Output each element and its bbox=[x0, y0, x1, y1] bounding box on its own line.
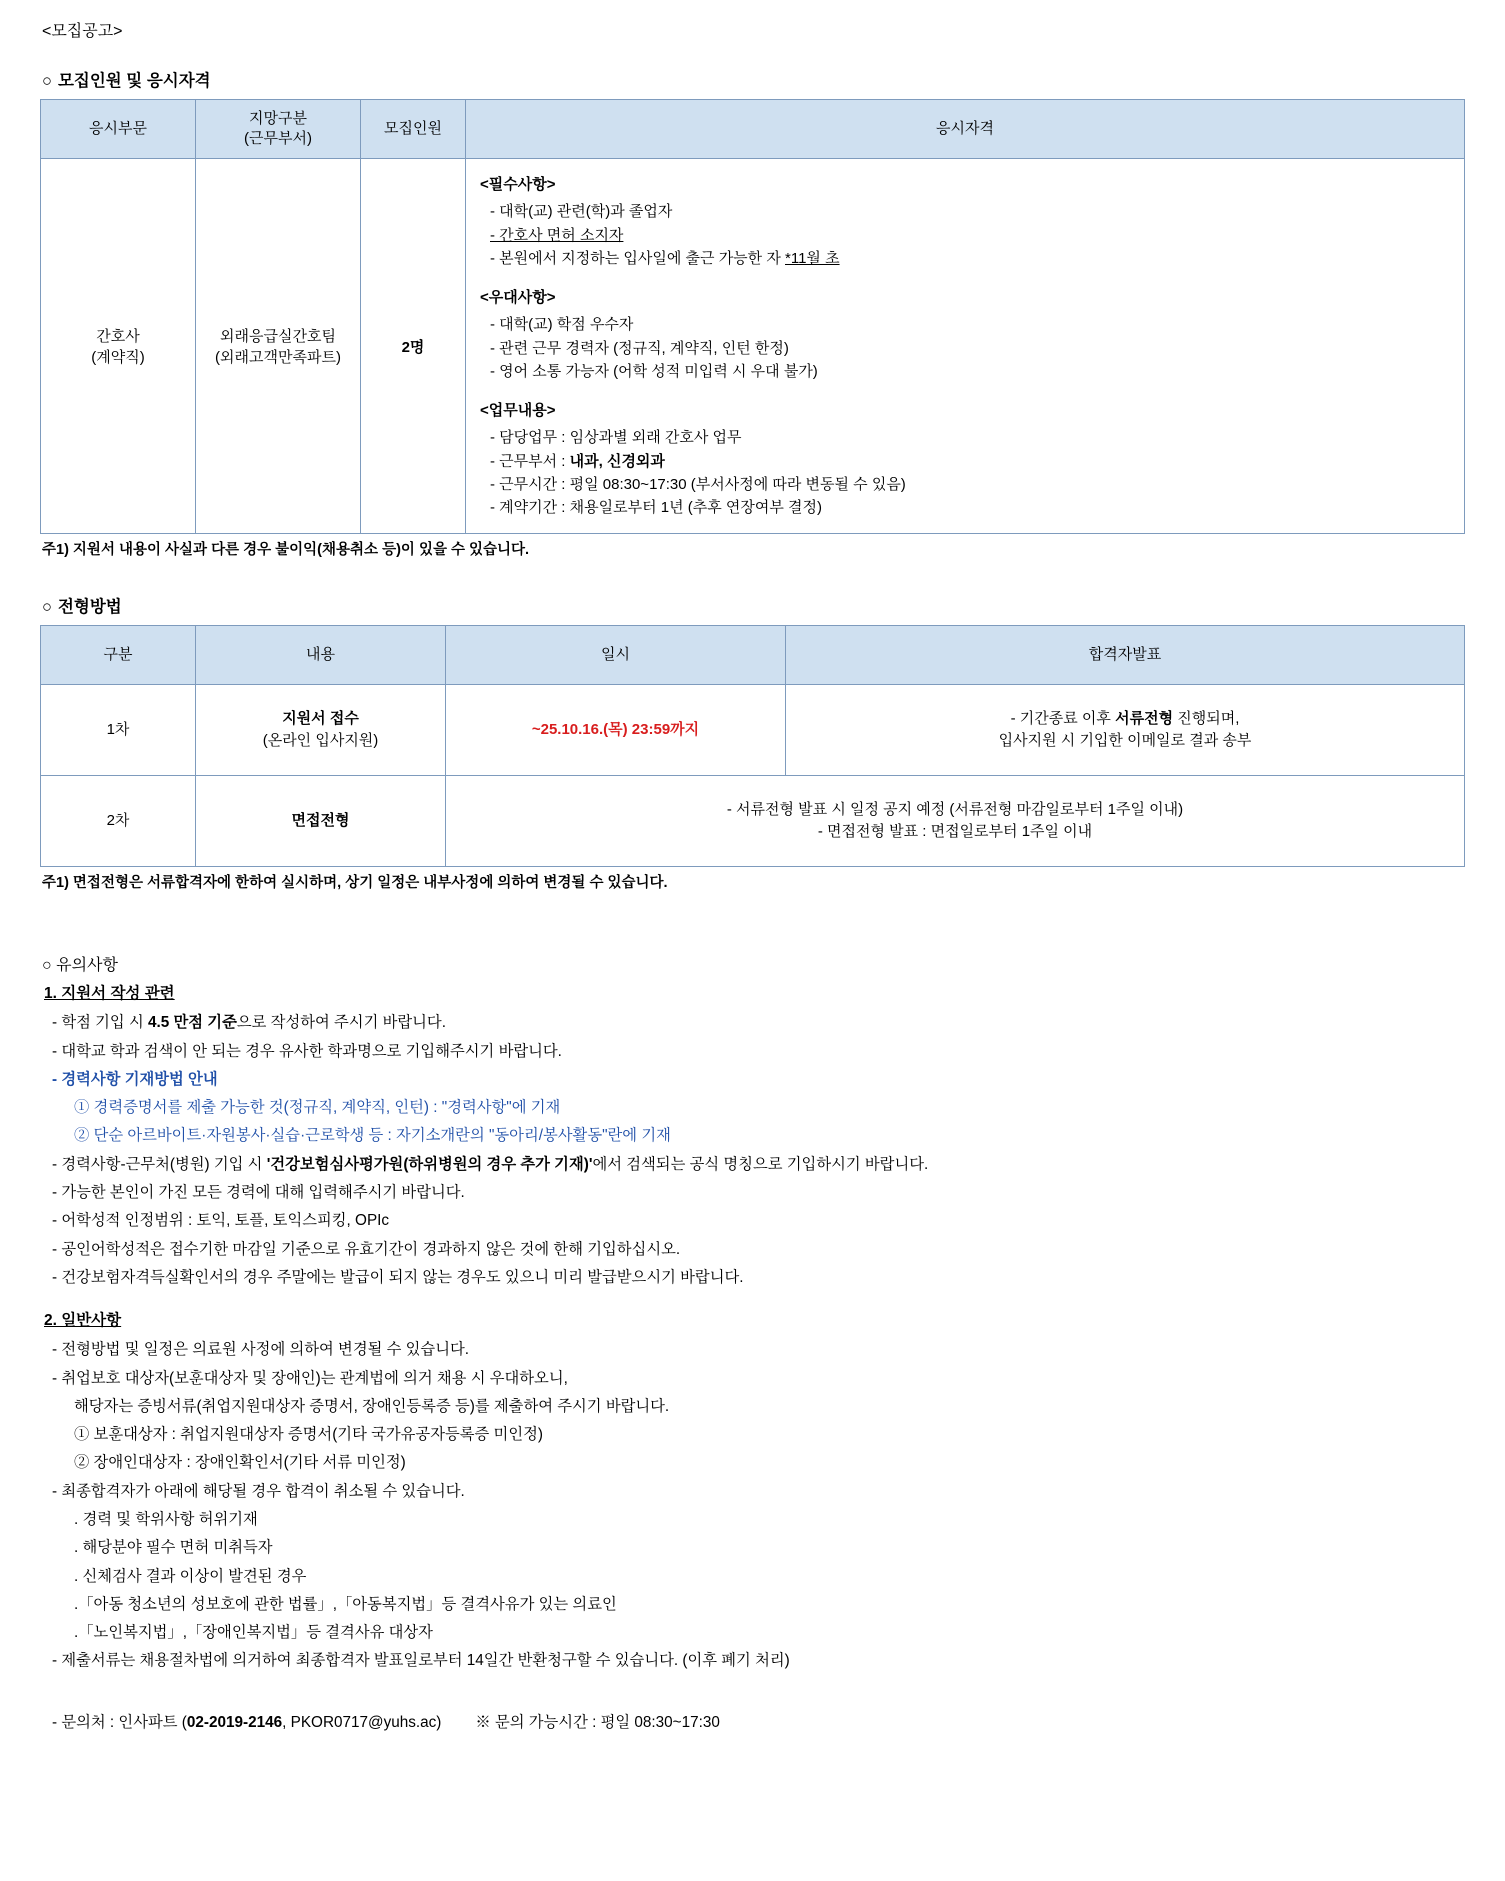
column-header-step: 구분 bbox=[41, 626, 196, 685]
list-item-text: - 전형방법 및 일정은 의료원 사정에 의하여 변경될 수 있습니다. bbox=[52, 1341, 470, 1359]
list-item-text: ② 장애인대상자 : 장애인확인서(기타 서류 미인정) bbox=[74, 1454, 406, 1472]
announcement-line1-pre: - 기간종료 이후 bbox=[1010, 709, 1116, 727]
column-header-count: 모집인원 bbox=[361, 100, 466, 159]
section-heading-process bbox=[42, 593, 1465, 617]
list-item-emphasis: - 경력사항 기재방법 안내 bbox=[52, 1070, 218, 1088]
list-item-text: - 공인어학성적은 접수기한 마감일 기준으로 유효기간이 경과하지 않은 것에 한해 기입하십시오. bbox=[52, 1240, 681, 1258]
list-item-text: - 건강보험자격득실확인서의 경우 주말에는 발급이 되지 않는 경우도 있으니 미리 발급받으시기 바랍니다. bbox=[52, 1268, 744, 1286]
table-header-row bbox=[41, 100, 1465, 159]
bullet-circle-icon: ○ bbox=[42, 72, 52, 90]
required-item-3 bbox=[480, 247, 1450, 270]
column-header-field: 응시부문 bbox=[41, 100, 196, 159]
list-item-text: - 제출서류는 채용절차법에 의거하여 최종합격자 발표일로부터 14일간 반환청구할 수 있습니다. (이후 폐기 처리) bbox=[52, 1652, 790, 1670]
list-item bbox=[52, 1207, 1465, 1235]
announcement-line1 bbox=[794, 708, 1456, 731]
cell-field bbox=[41, 159, 196, 534]
list-item-text: - 취업보호 대상자(보훈대상자 및 장애인)는 관계법에 의거 채용 시 우대하오니, bbox=[52, 1369, 568, 1387]
list-item-emphasis: 4.5 만점 기준 bbox=[147, 1014, 237, 1032]
cell-count: 2명 bbox=[361, 159, 466, 534]
cell-content-1 bbox=[196, 685, 446, 776]
list-item-text: - 학점 기입 시 bbox=[52, 1014, 148, 1032]
list-item bbox=[52, 1563, 1465, 1591]
list-item-text-tail: 으로 작성하여 주시기 바랍니다. bbox=[236, 1014, 446, 1032]
cell-step-2: 2차 bbox=[41, 776, 196, 867]
notice-group2-title: 2. 일반사항 bbox=[44, 1312, 122, 1330]
list-item-text: - 어학성적 인정범위 : 토익, 토플, 토익스피킹, OPIc bbox=[52, 1212, 390, 1230]
list-item bbox=[52, 1647, 1465, 1675]
duty-item-2-bold: 내과, 신경외과 bbox=[569, 452, 665, 470]
process-table bbox=[40, 625, 1465, 867]
list-item-text: - 경력사항-근무처(병원) 기입 시 bbox=[52, 1155, 267, 1173]
list-item bbox=[52, 1038, 1465, 1066]
announcement-line1-post: 진행되며, bbox=[1173, 709, 1240, 727]
list-item-text: ① 경력증명서를 제출 가능한 것(정규직, 계약직, 인턴) : "경력사항"에 기재 bbox=[74, 1099, 561, 1117]
duty-item-4: - 계약기간 : 채용일로부터 1년 (추후 연장여부 결정) bbox=[490, 499, 822, 516]
notice-group1-list bbox=[40, 1009, 1465, 1292]
notice-group1-title: 1. 지원서 작성 관련 bbox=[44, 985, 175, 1003]
contact-hours: ※ 문의 가능시간 : 평일 08:30~17:30 bbox=[475, 1713, 720, 1731]
column-header-dept-line2: (근무부서) bbox=[244, 130, 312, 147]
duty-item-3: - 근무시간 : 평일 08:30~17:30 (부서사정에 따라 변동될 수 있음) bbox=[490, 475, 906, 493]
list-item-text: ① 보훈대상자 : 취업지원대상자 증명서(기타 국가유공자등록증 미인정) bbox=[74, 1426, 543, 1444]
list-item bbox=[52, 1336, 1465, 1364]
process-footnote: 주1) 면접전형은 서류합격자에 한하여 실시하며, 상기 일정은 내부사정에 의하여 변경될 수 있습니다. bbox=[42, 875, 668, 892]
required-header: <필수사항> bbox=[480, 176, 556, 193]
list-item-emphasis: '건강보험심사평가원(하위병원의 경우 추가 기재)' bbox=[266, 1155, 593, 1173]
contact-label: - 문의처 : 인사파트 ( bbox=[52, 1713, 187, 1731]
preferred-header: <우대사항> bbox=[480, 289, 556, 306]
qualification-required-block bbox=[480, 173, 1450, 270]
notice-group2-list bbox=[40, 1336, 1465, 1676]
column-header-qualification: 응시자격 bbox=[466, 100, 1465, 159]
cell-qualification bbox=[466, 159, 1465, 534]
column-header-dept-line1: 지망구분 bbox=[249, 109, 307, 127]
cell-dept-line1: 외래응급실간호팀 bbox=[220, 328, 336, 346]
list-item bbox=[52, 1421, 1465, 1449]
duty-item-2-pre: - 근무부서 : bbox=[490, 452, 570, 470]
required-item-1: - 대학(교) 관련(학)과 졸업자 bbox=[490, 203, 673, 221]
list-item-text: . 해당분야 필수 면허 미취득자 bbox=[74, 1539, 273, 1557]
list-item-text: 해당자는 증빙서류(취업지원대상자 증명서, 장애인등록증 등)를 제출하여 주시기 바랍니다. bbox=[74, 1397, 670, 1415]
list-item bbox=[52, 1151, 1465, 1179]
cell-dept-line2: (외래고객만족파트) bbox=[215, 349, 341, 367]
announcement-line2: 입사지원 시 기입한 이메일로 결과 송부 bbox=[998, 732, 1252, 750]
list-item-text: - 대학교 학과 검색이 안 되는 경우 유사한 학과명으로 기입해주시기 바랍니다. bbox=[52, 1042, 562, 1060]
column-header-announcement: 합격자발표 bbox=[786, 626, 1465, 685]
application-deadline: ~25.10.16.(목) 23:59까지 bbox=[531, 721, 700, 738]
announcement-line1-bold: 서류전형 bbox=[1115, 709, 1174, 727]
list-item bbox=[52, 1066, 1465, 1094]
section-heading-notice-label: 유의사항 bbox=[56, 957, 118, 975]
cell-step-1: 1차 bbox=[41, 685, 196, 776]
list-item-text: . 경력 및 학위사항 허위기재 bbox=[74, 1511, 258, 1528]
list-item bbox=[52, 1179, 1465, 1207]
list-item bbox=[52, 1506, 1465, 1534]
qualification-preferred-block bbox=[480, 286, 1450, 383]
document-title: <모집공고> bbox=[42, 23, 123, 40]
list-item bbox=[52, 1264, 1465, 1292]
list-item bbox=[52, 1236, 1465, 1264]
list-item bbox=[52, 1449, 1465, 1477]
duty-header: <업무내용> bbox=[480, 402, 556, 419]
section-heading-notice bbox=[42, 952, 1465, 975]
column-header-dept bbox=[196, 100, 361, 159]
list-item bbox=[52, 1094, 1465, 1122]
section-heading-process-label: 전형방법 bbox=[57, 598, 122, 617]
list-item bbox=[52, 1478, 1465, 1506]
merged-schedule-line1: - 서류전형 발표 시 일정 공지 예정 (서류전형 마감일로부터 1주일 이내) bbox=[726, 800, 1184, 818]
recruit-table bbox=[40, 99, 1465, 534]
column-header-date: 일시 bbox=[446, 626, 786, 685]
list-item-text: .「아동 청소년의 성보호에 관한 법률」,「아동복지법」등 결격사유가 있는 의료인 bbox=[74, 1595, 617, 1613]
list-item-text: - 가능한 본인이 가진 모든 경력에 대해 입력해주시기 바랍니다. bbox=[52, 1184, 465, 1202]
section-heading-recruit bbox=[42, 67, 1465, 91]
cell-merged-schedule bbox=[446, 776, 1465, 867]
preferred-item-2: - 관련 근무 경력자 (정규직, 계약직, 인턴 한정) bbox=[490, 339, 789, 357]
cell-dept bbox=[196, 159, 361, 534]
duty-item-1: - 담당업무 : 임상과별 외래 간호사 업무 bbox=[490, 429, 742, 447]
cell-field-line2: (계약직) bbox=[91, 349, 145, 367]
required-item-2 bbox=[480, 224, 1450, 247]
list-item bbox=[52, 1619, 1465, 1647]
list-item bbox=[52, 1393, 1465, 1421]
column-header-content: 내용 bbox=[196, 626, 446, 685]
duty-item-2 bbox=[480, 450, 1450, 473]
contact-email: , PKOR0717@yuhs.ac) bbox=[282, 1713, 442, 1731]
contact-line bbox=[40, 1710, 1465, 1732]
list-item bbox=[52, 1365, 1465, 1393]
list-item-text: - 최종합격자가 아래에 해당될 경우 합격이 취소될 수 있습니다. bbox=[52, 1482, 465, 1500]
qualification-duty-block bbox=[480, 399, 1450, 519]
list-item-text: . 신체검사 결과 이상이 발견된 경우 bbox=[74, 1567, 307, 1585]
cell-announcement-1 bbox=[786, 685, 1465, 776]
list-item bbox=[52, 1122, 1465, 1150]
table-row bbox=[41, 159, 1465, 534]
table-row bbox=[41, 776, 1465, 867]
list-item-text: .「노인복지법」,「장애인복지법」등 결격사유 대상자 bbox=[74, 1624, 433, 1642]
required-item-3-pre: - 본원에서 지정하는 입사일에 출근 가능한 자 bbox=[490, 249, 785, 267]
table-header-row bbox=[41, 626, 1465, 685]
table-row bbox=[41, 685, 1465, 776]
list-item bbox=[52, 1009, 1465, 1037]
recruit-footnote: 주1) 지원서 내용이 사실과 다른 경우 불이익(채용취소 등)이 있을 수 있습니다. bbox=[42, 542, 530, 559]
list-item-text: ② 단순 아르바이트·자원봉사·실습·근로학생 등 : 자기소개란의 "동아리/봉사활동"란에 기재 bbox=[74, 1127, 671, 1145]
merged-schedule-line2: - 면접전형 발표 : 면접일로부터 1주일 이내 bbox=[817, 823, 1093, 841]
preferred-item-3: - 영어 소통 가능자 (어학 성적 미입력 시 우대 불가) bbox=[490, 362, 818, 380]
cell-field-line1: 간호사 bbox=[96, 328, 140, 346]
cell-content-1-line1: 지원서 접수 bbox=[282, 709, 359, 727]
required-item-2-text: - 간호사 면허 소지자 bbox=[490, 226, 624, 244]
list-item-text-tail: 에서 검색되는 공식 명칭으로 기입하시기 바랍니다. bbox=[592, 1155, 929, 1173]
list-item bbox=[52, 1591, 1465, 1619]
bullet-circle-icon-3: ○ bbox=[42, 957, 52, 975]
cell-date-1 bbox=[446, 685, 786, 776]
cell-content-1-line2: (온라인 입사지원) bbox=[262, 732, 379, 750]
contact-phone: 02-2019-2146 bbox=[186, 1713, 283, 1731]
cell-content-2: 면접전형 bbox=[196, 776, 446, 867]
section-heading-recruit-label: 모집인원 및 응시자격 bbox=[57, 72, 211, 90]
list-item bbox=[52, 1534, 1465, 1562]
bullet-circle-icon-2: ○ bbox=[42, 598, 52, 617]
required-item-3-underline: *11월 초 bbox=[785, 249, 840, 267]
preferred-item-1: - 대학(교) 학점 우수자 bbox=[490, 316, 634, 334]
